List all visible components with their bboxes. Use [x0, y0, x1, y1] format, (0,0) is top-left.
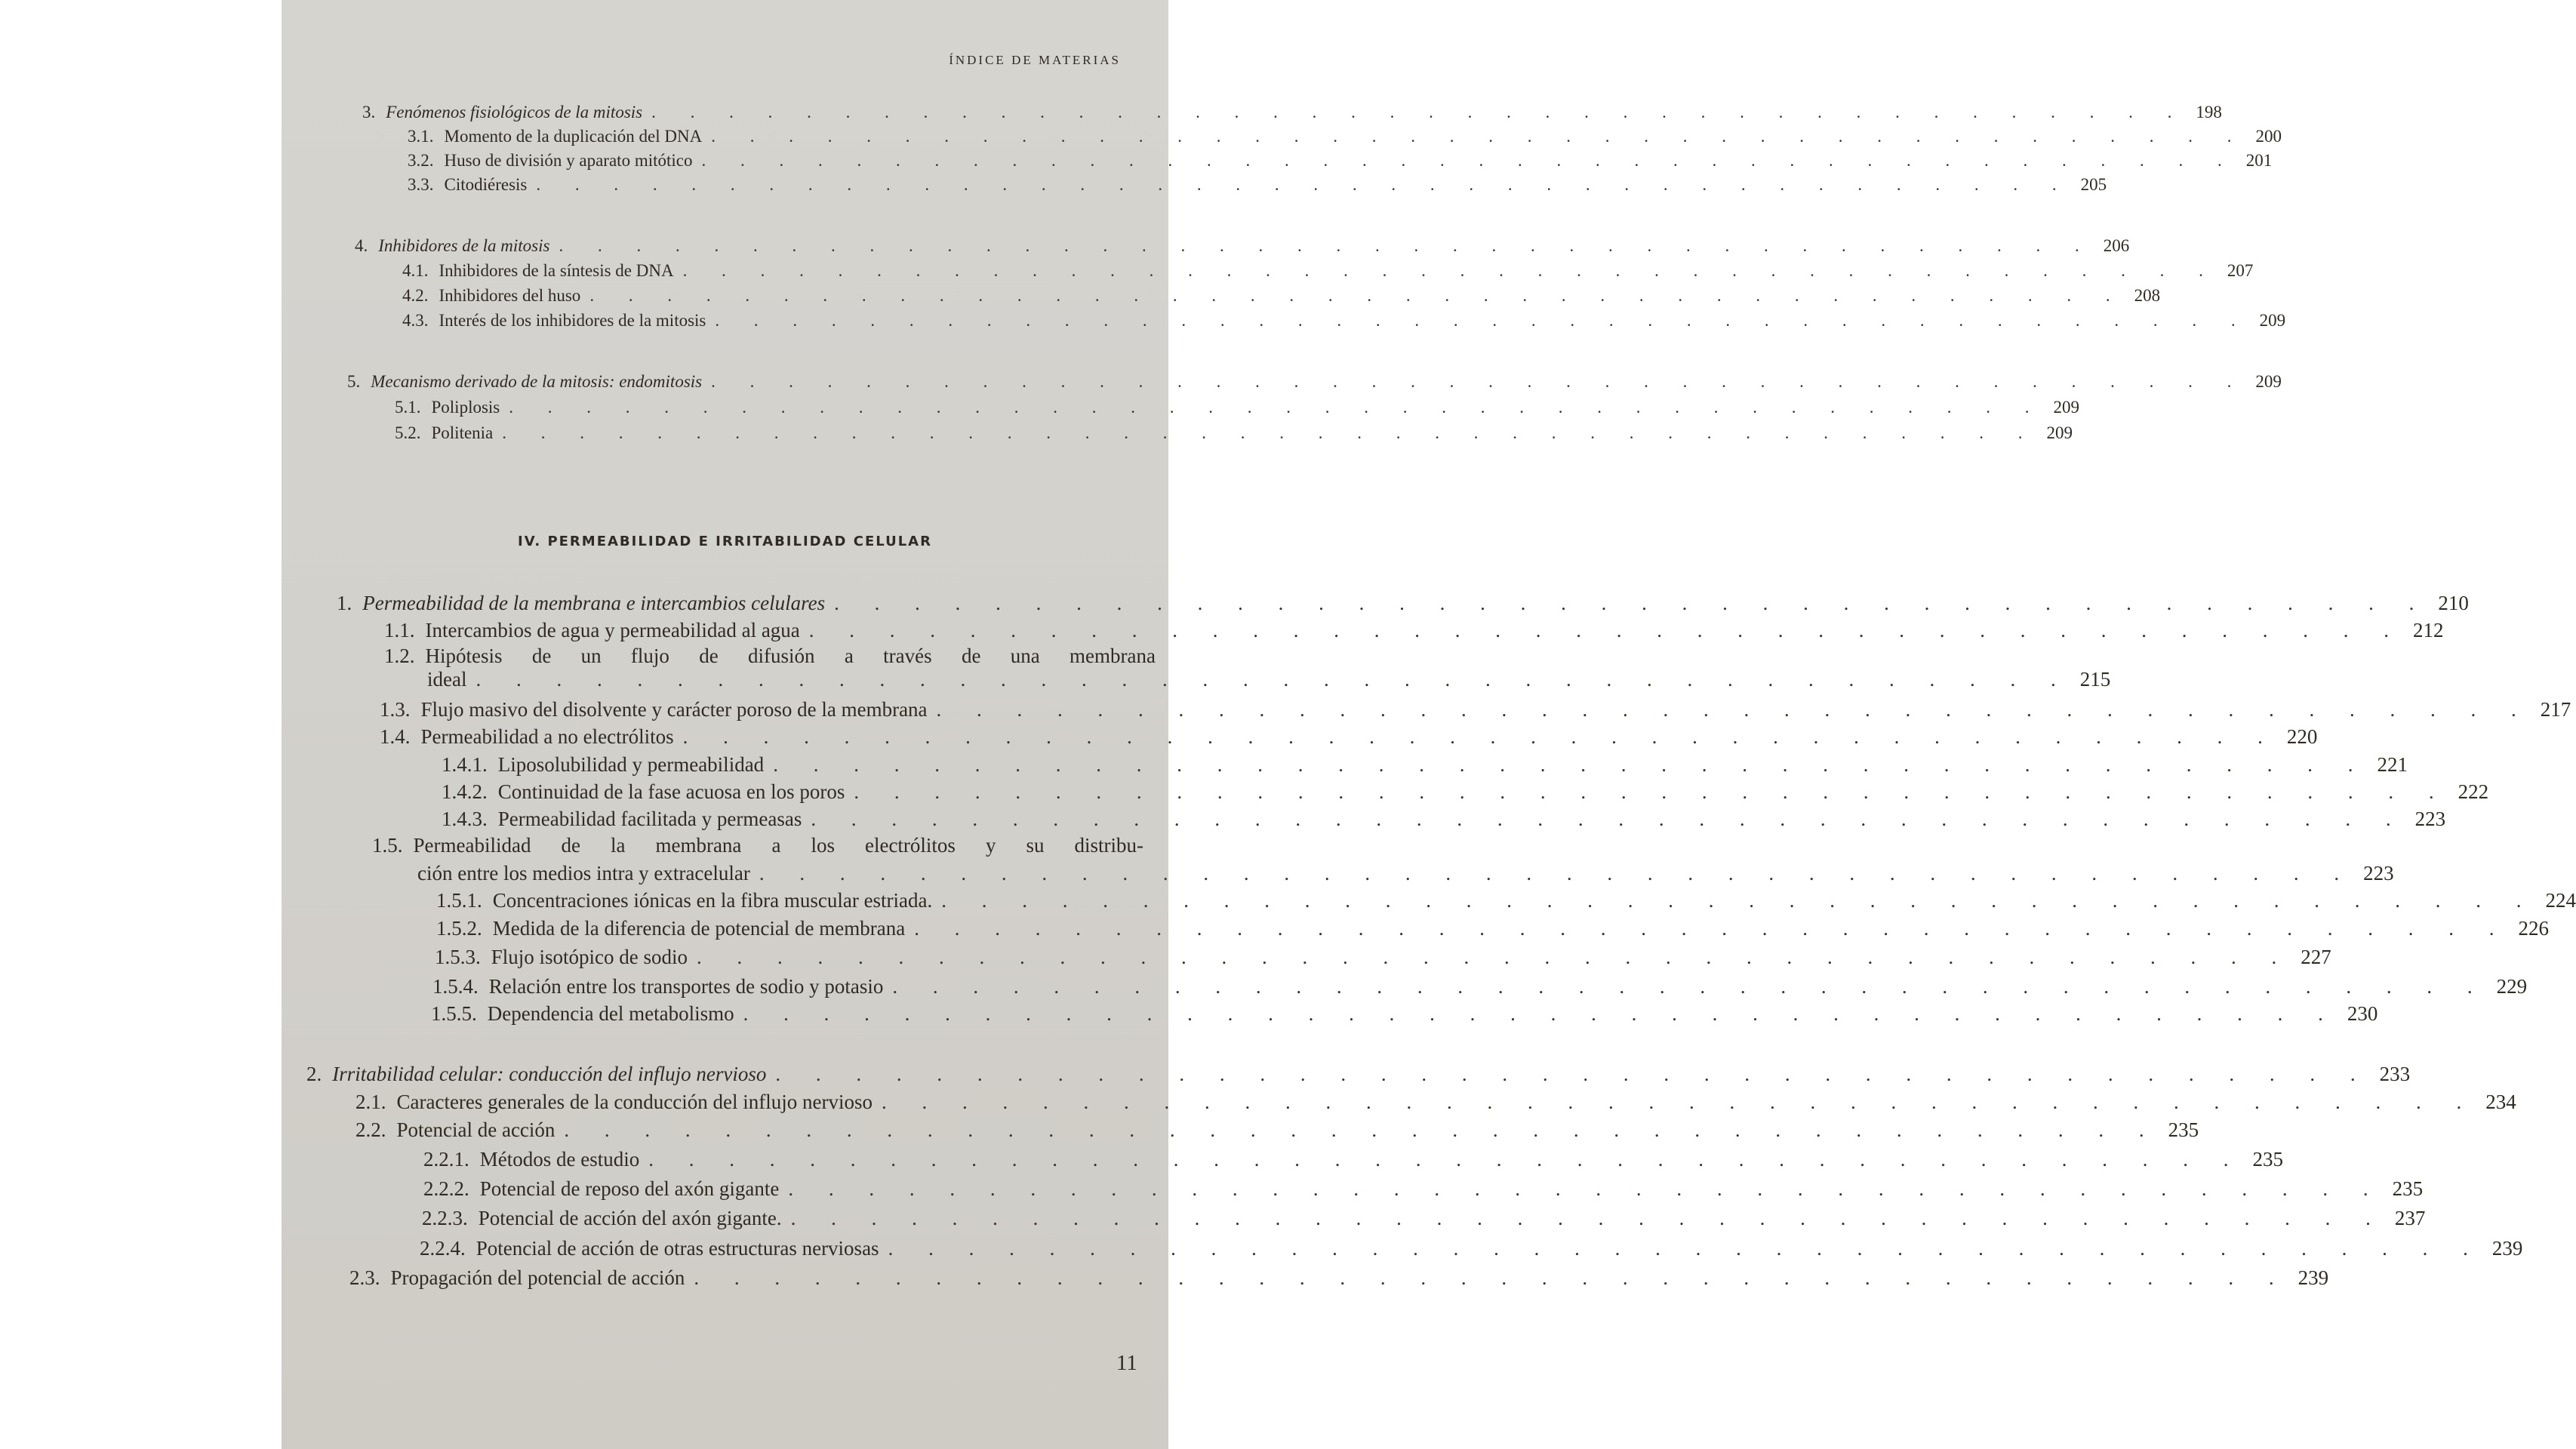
entry-title: Métodos de estudio — [479, 1148, 640, 1171]
toc-entry — [282, 372, 2282, 392]
entry-title: Inhibidores de la síntesis de DNA — [439, 261, 674, 280]
entry-title: Continuidad de la fase acuosa en los poros — [497, 780, 845, 803]
entry-title: Fenómenos fisiológicos de la mitosis — [386, 103, 643, 122]
dot-leader: . . . . . . . . . . . . . . . . . . . . . . . . . . . . . . . . . . . . . . . . — [694, 1266, 2289, 1289]
dot-leader: . . . . . . . . . . . . . . . . . . . . . . . . . . . . . . . . . . . . . . . . — [509, 398, 2045, 417]
entry-number: 2.2.4. — [420, 1237, 466, 1260]
entry-title: Medida de la diferencia de potencial de membrana — [492, 917, 906, 940]
entry-page: 217 — [2540, 698, 2571, 721]
entry-page: 198 — [2196, 103, 2222, 122]
entry-page: 207 — [2227, 261, 2254, 280]
dot-leader: . . . . . . . . . . . . . . . . . . . . . . . . . . . . . . . . . . . . . . . . — [701, 151, 2237, 170]
entry-title: Permeabilidad de la membrana a los electrólitos y su distribu- — [413, 834, 1143, 857]
entry-page: 223 — [2414, 808, 2446, 830]
entry-page: 237 — [2394, 1207, 2426, 1229]
toc-entry — [282, 1118, 2199, 1142]
entry-number: 2.2.3. — [422, 1207, 468, 1229]
entry-page: 235 — [2252, 1148, 2283, 1171]
dot-leader: . . . . . . . . . . . . . . . . . . . . . . . . . . . . . . . . . . . . . . . . — [711, 372, 2247, 391]
entry-title: Permeabilidad facilitada y permeasas — [497, 808, 802, 830]
entry-page: 235 — [2168, 1118, 2199, 1141]
section-heading: IV. PERMEABILIDAD E IRRITABILIDAD CELULAR — [518, 534, 932, 549]
entry-number: 1.4.1. — [442, 753, 488, 776]
dot-leader: . . . . . . . . . . . . . . . . . . . . . . . . . . . . . . . . . . . . . . . . — [775, 1063, 2371, 1085]
dot-leader: . . . . . . . . . . . . . . . . . . . . . . . . . . . . . . . . . . . . . . . . — [759, 862, 2355, 884]
dot-leader: . . . . . . . . . . . . . . . . . . . . . . . . . . . . . . . . . . . . . . . . — [936, 698, 2531, 721]
dot-leader: . . . . . . . . . . . . . . . . . . . . . . . . . . . . . . . . . . . . . . . . — [790, 1207, 2386, 1229]
entry-title: Relación entre los transportes de sodio y potasio — [488, 975, 884, 998]
entry-page: 215 — [2079, 668, 2111, 691]
toc-entry — [282, 398, 2080, 417]
toc-entry — [282, 862, 2394, 885]
toc-entry-line1 — [282, 645, 1156, 668]
dot-leader: . . . . . . . . . . . . . . . . . . . . . . . . . . . . . . . . . . . . . . . . — [711, 127, 2247, 146]
entry-number: 2.2.1. — [423, 1148, 469, 1171]
entry-title: Irritabilidad celular: conducción del influjo nervioso — [332, 1063, 767, 1085]
toc-entry — [282, 1207, 2426, 1230]
toc-entry — [282, 975, 2528, 998]
entry-page: 233 — [2379, 1063, 2411, 1085]
toc-entry — [282, 698, 2571, 721]
entry-title: Mecanismo derivado de la mitosis: endomitosis — [371, 372, 703, 391]
entry-title: Politenia — [431, 423, 494, 442]
dot-leader: . . . . . . . . . . . . . . . . . . . . . . . . . . . . . . . . . . . . . . . . — [743, 1002, 2338, 1025]
entry-page: 226 — [2518, 917, 2549, 940]
entry-title: Dependencia del metabolismo — [487, 1002, 734, 1025]
entry-number: 4. — [355, 236, 368, 255]
toc-entry — [282, 808, 2446, 831]
toc-entry — [282, 1063, 2411, 1086]
entry-page: 220 — [2286, 725, 2318, 748]
entry-title: Huso de división y aparato mitótico — [444, 151, 693, 170]
entry-page: 229 — [2496, 975, 2528, 998]
dot-leader: . . . . . . . . . . . . . . . . . . . . . . . . . . . . . . . . . . . . . . . . — [882, 1091, 2477, 1113]
dot-leader: . . . . . . . . . . . . . . . . . . . . . . . . . . . . . . . . . . . . . . . . — [715, 311, 2251, 330]
entry-page: 230 — [2347, 1002, 2378, 1025]
entry-page: 239 — [2297, 1266, 2329, 1289]
entry-page: 234 — [2485, 1091, 2516, 1113]
toc-entry — [282, 780, 2489, 804]
toc-entry — [282, 423, 2073, 443]
entry-title: Liposolubilidad y permeabilidad — [497, 753, 765, 776]
entry-title: Flujo masivo del disolvente y carácter poroso de la membrana — [420, 698, 928, 721]
toc-entry — [282, 1237, 2523, 1260]
toc-entry — [282, 1266, 2329, 1290]
entry-title: Potencial de reposo del axón gigante — [479, 1177, 780, 1200]
entry-number: 1.4.3. — [442, 808, 488, 830]
entry-title: Interés de los inhibidores de la mitosis — [439, 311, 706, 330]
entry-number: 4.3. — [402, 311, 429, 330]
entry-title: Permeabilidad a no electrólitos — [420, 725, 674, 748]
entry-number: 4.1. — [402, 261, 429, 280]
book-page — [282, 0, 2576, 1449]
toc-entry — [282, 592, 2469, 615]
entry-page: 209 — [2259, 311, 2286, 330]
entry-title-continued: ideal — [427, 668, 467, 691]
entry-title: Concentraciones iónicas en la fibra muscular estriada. — [492, 889, 933, 912]
entry-page: 221 — [2377, 753, 2408, 776]
dot-leader: . . . . . . . . . . . . . . . . . . . . . . . . . . . . . . . . . . . . . . . . — [834, 592, 2430, 614]
dot-leader: . . . . . . . . . . . . . . . . . . . . . . . . . . . . . . . . . . . . . . . . — [854, 780, 2449, 803]
page-number: 11 — [1116, 1351, 1137, 1375]
entry-number: 1.1. — [384, 619, 415, 641]
dot-leader: . . . . . . . . . . . . . . . . . . . . . . . . . . . . . . . . . . . . . . . . — [697, 946, 2292, 968]
toc-entry — [282, 175, 2107, 195]
toc-entry — [282, 917, 2549, 940]
dot-leader: . . . . . . . . . . . . . . . . . . . . . . . . . . . . . . . . . . . . . . . . — [892, 975, 2488, 998]
toc-entry — [282, 151, 2273, 171]
entry-number: 1.5.1. — [436, 889, 482, 912]
entry-title: Permeabilidad de la membrana e intercambios celulares — [362, 592, 826, 614]
entry-page: 224 — [2545, 889, 2576, 912]
entry-title: Inhibidores de la mitosis — [378, 236, 550, 255]
dot-leader: . . . . . . . . . . . . . . . . . . . . . . . . . . . . . . . . . . . . . . . . — [564, 1118, 2159, 1141]
entry-number: 5.2. — [395, 423, 421, 442]
entry-page: 200 — [2255, 127, 2282, 146]
toc-entry — [282, 103, 2222, 122]
dot-leader: . . . . . . . . . . . . . . . . . . . . . . . . . . . . . . . . . . . . . . . . — [648, 1148, 2244, 1171]
entry-page: 201 — [2245, 151, 2273, 170]
dot-leader: . . . . . . . . . . . . . . . . . . . . . . . . . . . . . . . . . . . . . . . . — [502, 423, 2038, 442]
entry-page: 209 — [2053, 398, 2080, 417]
entry-title: Potencial de acción del axón gigante. — [478, 1207, 782, 1229]
toc-entry — [282, 286, 2161, 306]
toc-entry — [282, 127, 2282, 146]
entry-title: Poliplosis — [431, 398, 500, 417]
running-header: ÍNDICE DE MATERIAS — [949, 53, 1121, 67]
entry-page: 206 — [2103, 236, 2130, 255]
entry-title: Potencial de acción — [396, 1118, 556, 1141]
entry-number: 1.5.5. — [431, 1002, 477, 1025]
dot-leader: . . . . . . . . . . . . . . . . . . . . . . . . . . . . . . . . . . . . . . . . — [914, 917, 2510, 940]
entry-title: Citodiéresis — [444, 175, 528, 194]
entry-title: Momento de la duplicación del DNA — [444, 127, 703, 146]
entry-page: 227 — [2301, 946, 2331, 968]
toc-entry — [282, 619, 2444, 642]
entry-number: 2.3. — [349, 1266, 380, 1289]
entry-number: 5. — [347, 372, 361, 391]
entry-number: 1.3. — [380, 698, 411, 721]
entry-page: 222 — [2458, 780, 2489, 803]
entry-number: 1.4.2. — [442, 780, 488, 803]
entry-number: 2.2.2. — [423, 1177, 469, 1200]
toc-entry-line1 — [282, 834, 1143, 857]
toc-entry — [282, 946, 2331, 969]
entry-page: 239 — [2491, 1237, 2523, 1260]
toc-entry — [282, 753, 2408, 777]
entry-number: 2. — [306, 1063, 322, 1085]
entry-title: Caracteres generales de la conducción del influjo nervioso — [396, 1091, 873, 1113]
entry-number: 4.2. — [402, 286, 429, 305]
entry-number: 3.2. — [408, 151, 434, 170]
dot-leader: . . . . . . . . . . . . . . . . . . . . . . . . . . . . . . . . . . . . . . . . — [811, 808, 2406, 830]
entry-title: Intercambios de agua y permeabilidad al agua — [425, 619, 800, 641]
dot-leader: . . . . . . . . . . . . . . . . . . . . . . . . . . . . . . . . . . . . . . . . — [941, 889, 2537, 912]
entry-number: 1.5.2. — [436, 917, 482, 940]
toc-entry — [282, 668, 2111, 691]
toc-entry — [282, 311, 2286, 331]
entry-title-continued: ción entre los medios intra y extracelular — [417, 862, 750, 884]
dot-leader: . . . . . . . . . . . . . . . . . . . . . . . . . . . . . . . . . . . . . . . . — [559, 236, 2094, 255]
entry-number: 3. — [362, 103, 376, 122]
entry-title: Flujo isotópico de sodio — [491, 946, 688, 968]
entry-number: 1.4. — [380, 725, 411, 748]
dot-leader: . . . . . . . . . . . . . . . . . . . . . . . . . . . . . . . . . . . . . . . . — [536, 175, 2072, 194]
dot-leader: . . . . . . . . . . . . . . . . . . . . . . . . . . . . . . . . . . . . . . . . — [682, 261, 2218, 280]
entry-number: 5.1. — [395, 398, 421, 417]
entry-page: 208 — [2134, 286, 2161, 305]
dot-leader: . . . . . . . . . . . . . . . . . . . . . . . . . . . . . . . . . . . . . . . . — [682, 725, 2278, 748]
entry-page: 223 — [2363, 862, 2394, 884]
entry-title: Inhibidores del huso — [439, 286, 581, 305]
entry-title: Hipótesis de un flujo de difusión a través de una membrana — [425, 645, 1156, 667]
dot-leader: . . . . . . . . . . . . . . . . . . . . . . . . . . . . . . . . . . . . . . . . — [651, 103, 2187, 122]
entry-page: 209 — [2255, 372, 2282, 391]
dot-leader: . . . . . . . . . . . . . . . . . . . . . . . . . . . . . . . . . . . . . . . . — [788, 1177, 2384, 1200]
toc-entry — [282, 1091, 2516, 1114]
entry-number: 2.1. — [355, 1091, 386, 1113]
toc-entry — [282, 725, 2318, 749]
entry-page: 205 — [2080, 175, 2107, 194]
entry-number: 1.5.4. — [432, 975, 479, 998]
entry-number: 1.5.3. — [435, 946, 481, 968]
entry-number: 1.5. — [372, 834, 403, 857]
entry-title: Potencial de acción de otras estructuras nerviosas — [475, 1237, 879, 1260]
entry-page: 212 — [2413, 619, 2444, 641]
entry-number: 3.1. — [408, 127, 434, 146]
dot-leader: . . . . . . . . . . . . . . . . . . . . . . . . . . . . . . . . . . . . . . . . — [589, 286, 2125, 305]
entry-page: 210 — [2438, 592, 2469, 614]
dot-leader: . . . . . . . . . . . . . . . . . . . . . . . . . . . . . . . . . . . . . . . . — [888, 1237, 2483, 1260]
entry-number: 1.2. — [384, 645, 415, 667]
toc-entry — [282, 1148, 2283, 1171]
toc-entry — [282, 889, 2576, 912]
toc-entry — [282, 261, 2254, 281]
toc-entry — [282, 1177, 2424, 1201]
toc-entry — [282, 1002, 2378, 1026]
dot-leader: . . . . . . . . . . . . . . . . . . . . . . . . . . . . . . . . . . . . . . . . — [808, 619, 2405, 641]
entry-number: 3.3. — [408, 175, 434, 194]
toc-entry — [282, 236, 2130, 256]
entry-title: Propagación del potencial de acción — [390, 1266, 685, 1289]
entry-number: 2.2. — [355, 1118, 386, 1141]
entry-page: 209 — [2046, 423, 2073, 442]
entry-number: 1. — [337, 592, 352, 614]
entry-page: 235 — [2392, 1177, 2424, 1200]
dot-leader: . . . . . . . . . . . . . . . . . . . . . . . . . . . . . . . . . . . . . . . . — [475, 668, 2071, 691]
dot-leader: . . . . . . . . . . . . . . . . . . . . . . . . . . . . . . . . . . . . . . . . — [773, 753, 2368, 776]
